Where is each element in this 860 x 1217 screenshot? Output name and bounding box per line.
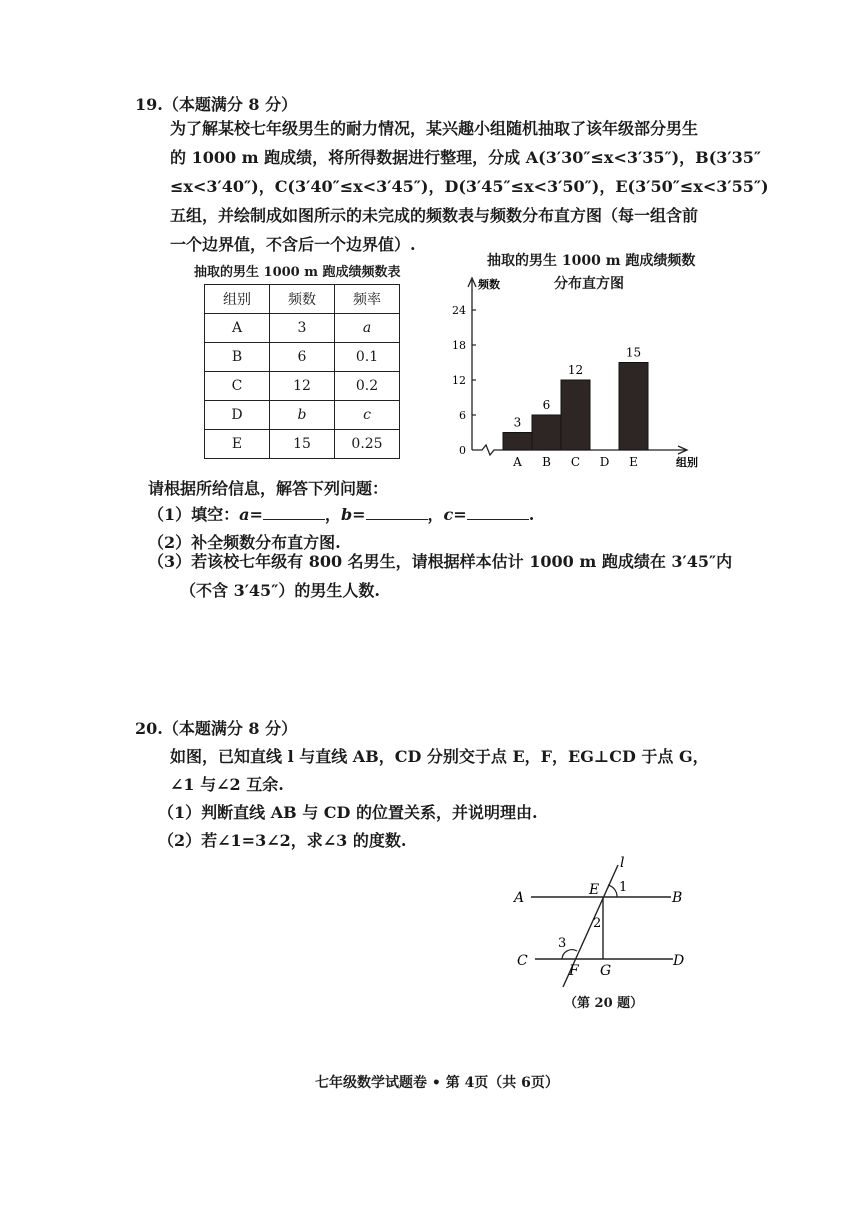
table-cell: 3 xyxy=(270,314,335,343)
histogram-bar xyxy=(503,433,532,451)
label-angle-1: 1 xyxy=(619,880,628,895)
histogram-bar xyxy=(561,380,590,450)
x-tick-label: D xyxy=(599,455,610,469)
table-cell: b xyxy=(270,401,335,430)
histogram-plot xyxy=(452,277,698,469)
table-cell: a xyxy=(335,314,400,343)
q19-number: 19. xyxy=(135,95,163,114)
table-caption: 抽取的男生 1000 m 跑成绩频数表 xyxy=(194,265,401,280)
q20-heading xyxy=(135,716,297,739)
table-header-cell: 组别 xyxy=(205,285,270,314)
table-cell: 12 xyxy=(270,372,335,401)
bar-data-label: 6 xyxy=(542,398,551,412)
x-tick-label: A xyxy=(513,455,522,469)
histogram-bar xyxy=(619,363,648,451)
y-tick-label: 0 xyxy=(459,444,466,457)
page-footer: 七年级数学试题卷 • 第 4页（共 6页） xyxy=(315,1075,559,1091)
y-tick-label: 6 xyxy=(459,409,466,422)
table-row xyxy=(205,430,400,459)
table-cell: 15 xyxy=(270,430,335,459)
table-cell: 0.2 xyxy=(335,372,400,401)
label-angle-2: 2 xyxy=(593,916,602,931)
q19-intro xyxy=(170,114,769,259)
table-row xyxy=(205,343,400,372)
x-tick-label: E xyxy=(629,455,638,469)
answer-b-label: b= xyxy=(340,505,366,524)
q19-part3-line1: （3）若该校七年级有 800 名男生，请根据样本估计 1000 m 跑成绩在 3′45″内 xyxy=(148,552,733,571)
bar-data-label: 3 xyxy=(513,415,522,430)
table-row xyxy=(205,372,400,401)
q20-part1: （1）判断直线 AB 与 CD 的位置关系，并说明理由. xyxy=(158,803,538,822)
part1-label: （1）填空： xyxy=(148,505,240,524)
table-header-cell: 频率 xyxy=(335,285,400,314)
q20-score: （本题满分 8 分） xyxy=(162,719,298,738)
q19-intro-line: 一个边界值，不含后一个边界值）. xyxy=(170,235,416,254)
y-axis-label: 频数 xyxy=(478,278,500,291)
histogram-bar xyxy=(532,415,561,450)
figure-caption: （第 20 题） xyxy=(564,996,644,1011)
label-c: C xyxy=(517,953,528,969)
table-cell: C xyxy=(205,372,270,401)
answer-a-label: a= xyxy=(239,505,263,524)
answer-c-label: c= xyxy=(443,505,467,524)
answer-a-blank[interactable] xyxy=(263,505,325,520)
answer-c-blank[interactable] xyxy=(467,505,529,520)
histogram-chart xyxy=(440,272,710,472)
q19-intro-line: 的 1000 m 跑成绩，将所得数据进行整理，分成 A(3′30″≤x<3′35″)，B(3′35″ xyxy=(170,148,762,167)
q20-part2: （2）若∠1=3∠2，求∠3 的度数. xyxy=(158,831,407,850)
label-f: F xyxy=(569,963,579,979)
label-g: G xyxy=(600,963,612,979)
x-tick-label: C xyxy=(570,455,581,469)
bar-data-label: 15 xyxy=(625,345,642,360)
answer-b-blank[interactable] xyxy=(366,505,428,520)
label-a: A xyxy=(514,890,525,906)
q19-intro-line: 五组，并绘制成如图所示的未完成的频数表与频数分布直方图（每一组含前 xyxy=(170,206,699,225)
table-cell: 0.1 xyxy=(335,343,400,372)
q19-part2: （2）补全频数分布直方图. xyxy=(148,533,341,552)
q20-intro-line1: 如图，已知直线 l 与直线 AB，CD 分别交于点 E，F，EG⊥CD 于点 G， xyxy=(170,747,709,766)
table-header-row xyxy=(205,285,400,314)
label-d: D xyxy=(673,953,685,969)
x-axis-label: 组别 xyxy=(676,456,698,469)
angle-1-arc xyxy=(608,885,617,897)
q19-part1: （1）填空：a= ，b= ，c= . xyxy=(148,505,535,524)
q19-heading xyxy=(135,92,297,115)
chart-title-line2: 分布直方图 xyxy=(554,276,624,292)
q20-number: 20. xyxy=(135,719,163,738)
table-row xyxy=(205,401,400,430)
label-l: l xyxy=(620,855,625,871)
label-e: E xyxy=(589,882,600,898)
chart-title-line1: 抽取的男生 1000 m 跑成绩频数 xyxy=(487,253,696,269)
table-cell: E xyxy=(205,430,270,459)
geometry-figure xyxy=(505,855,705,1005)
q19-score: （本题满分 8 分） xyxy=(162,95,298,114)
q20-intro-line2: ∠1 与∠2 互余. xyxy=(170,775,284,794)
table-cell: B xyxy=(205,343,270,372)
table-cell: A xyxy=(205,314,270,343)
table-cell: 6 xyxy=(270,343,335,372)
angle-3-arc xyxy=(562,950,577,959)
q19-prompt: 请根据所给信息，解答下列问题： xyxy=(148,479,389,498)
y-tick-label: 18 xyxy=(452,339,466,352)
q19-intro-line: 为了解某校七年级男生的耐力情况，某兴趣小组随机抽取了该年级部分男生 xyxy=(170,119,699,138)
label-angle-3: 3 xyxy=(558,936,567,951)
label-b: B xyxy=(672,890,683,906)
y-tick-label: 12 xyxy=(452,374,466,387)
q19-part3-line2: （不含 3′45″）的男生人数. xyxy=(180,581,380,600)
y-tick-label: 24 xyxy=(452,304,466,317)
table-row xyxy=(205,314,400,343)
table-header-cell: 频数 xyxy=(270,285,335,314)
bar-data-label: 12 xyxy=(567,363,584,377)
table-cell: D xyxy=(205,401,270,430)
table-cell: 0.25 xyxy=(335,430,400,459)
x-tick-label: B xyxy=(542,455,551,469)
table-cell: c xyxy=(335,401,400,430)
frequency-table xyxy=(204,284,400,459)
q19-intro-line: ≤x<3′40″)，C(3′40″≤x<3′45″)，D(3′45″≤x<3′50″)，E(3′50″≤x<3′55″) xyxy=(170,177,769,196)
